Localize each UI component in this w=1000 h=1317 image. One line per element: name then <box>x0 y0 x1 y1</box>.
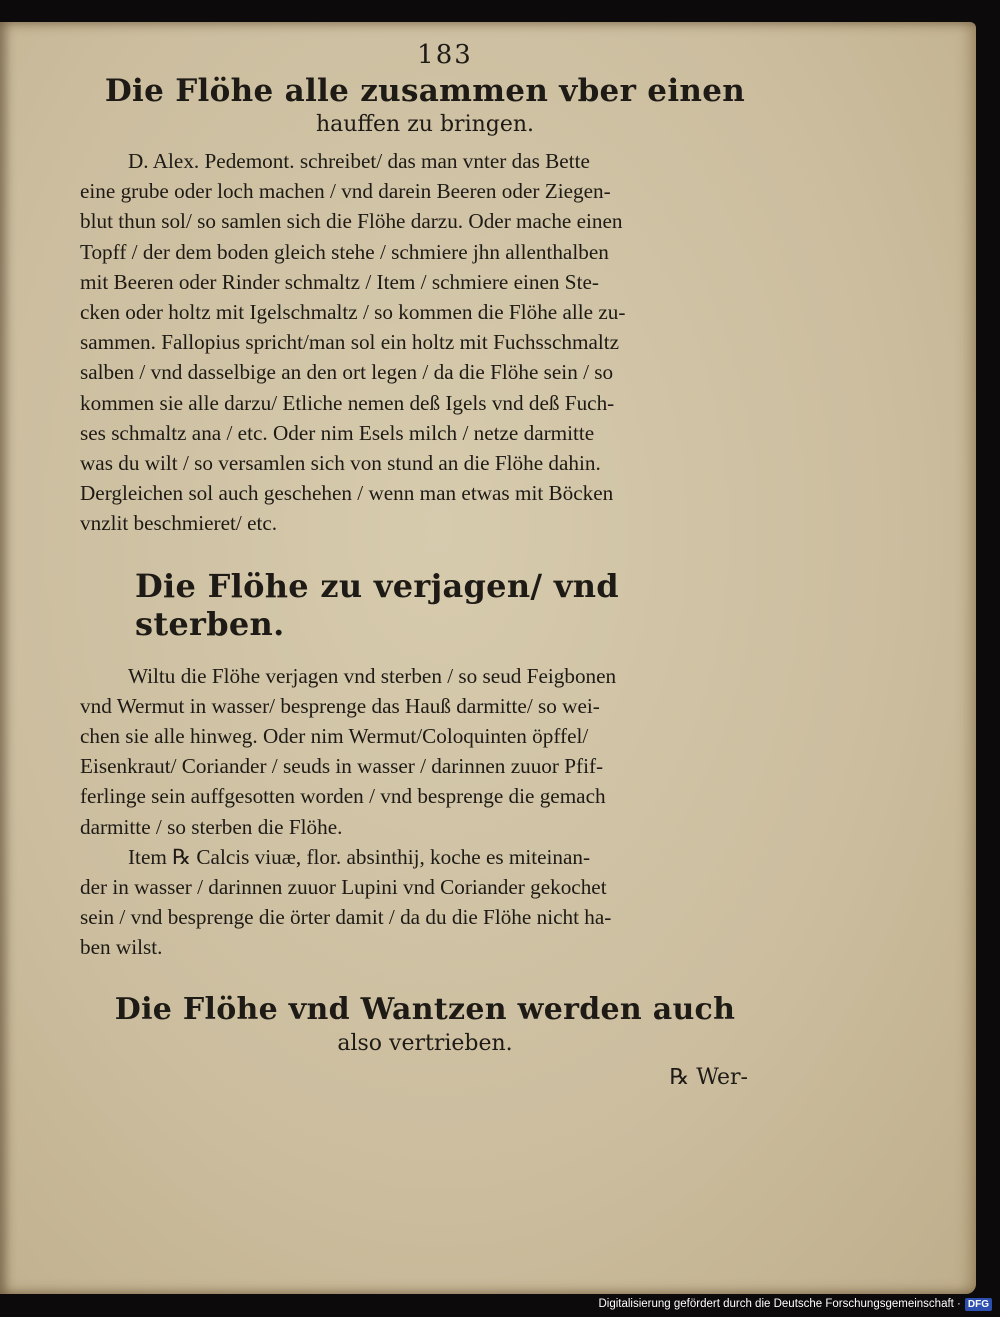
footer-credit-text: Digitalisierung gefördert durch die Deutsche Forschungsgemeinschaft · <box>598 1298 961 1310</box>
section-heading-1: Die Flöhe alle zusammen vber einen <box>104 73 746 109</box>
text-line: Topff / der dem boden gleich stehe / schmiere jhn allenthalben <box>80 239 609 264</box>
paragraph-1 <box>80 146 770 539</box>
text-line: Dergleichen sol auch geschehen / wenn man etwas mit Böcken <box>80 481 614 506</box>
text-line: ses schmaltz ana / etc. Oder nim Esels milch / netze darmitte <box>80 420 595 445</box>
text-line: salben / vnd dasselbige an den ort legen / da die Flöhe sein / so <box>80 360 614 385</box>
text-line: eine grube oder loch machen / vnd darein Beeren oder Ziegen- <box>80 179 611 204</box>
text-line: cken oder holtz mit Igelschmaltz / so kommen die Flöhe alle zu- <box>80 300 626 325</box>
catchword: ℞ Wer- <box>669 1064 748 1090</box>
text-line: Eisenkraut/ Coriander / seuds in wasser / darinnen zuuor Pfif- <box>80 754 604 779</box>
paragraph-2 <box>80 661 770 963</box>
text-line: vnzlit beschmieret/ etc. <box>80 511 278 536</box>
text-line: chen sie alle hinweg. Oder nim Wermut/Coloquinten öpffel/ <box>80 724 589 749</box>
text-line: mit Beeren oder Rinder schmaltz / Item / schmiere einen Ste- <box>80 269 599 294</box>
text-line: der in wasser / darinnen zuuor Lupini vnd Coriander gekochet <box>80 875 607 900</box>
text-line: sammen. Fallopius spricht/man sol ein holtz mit Fuchsschmaltz <box>80 330 620 355</box>
text-line: Item ℞ Calcis viuæ, flor. absinthij, koche es miteinan- <box>128 844 591 869</box>
text-line: blut thun sol/ so samlen sich die Flöhe darzu. Oder mache einen <box>80 209 623 234</box>
text-line: ferlinge sein auffgesotten worden / vnd besprenge die gemach <box>80 784 606 809</box>
text-line: ben wilst. <box>80 935 163 960</box>
section-heading-3: Die Flöhe vnd Wantzen werden auch <box>114 991 736 1027</box>
digitization-footer <box>598 1295 992 1313</box>
page-text-block <box>80 40 770 1090</box>
text-line: sein / vnd besprenge die örter damit / da du die Flöhe nicht ha- <box>80 905 612 930</box>
page-number: 183 <box>417 40 473 70</box>
text-line: was du wilt / so versamlen sich von stund an die Flöhe dahin. <box>80 451 601 476</box>
section-subheading-3: also vertrieben. <box>337 1030 513 1056</box>
text-line: Wiltu die Flöhe verjagen vnd sterben / so seud Feigbonen <box>128 663 617 688</box>
text-line: kommen sie alle darzu/ Etliche nemen deß Igels vnd deß Fuch- <box>80 390 615 415</box>
text-line: darmitte / so sterben die Flöhe. <box>80 814 343 839</box>
text-line: vnd Wermut in wasser/ besprenge das Hauß darmitte/ so wei- <box>80 693 600 718</box>
section-subheading-1: hauffen zu bringen. <box>315 112 535 137</box>
text-line: D. Alex. Pedemont. schreibet/ das man vnter das Bette <box>128 149 590 173</box>
section-heading-2: Die Flöhe zu verjagen/ vnd sterben. <box>135 566 619 643</box>
dfg-logo-icon: DFG <box>965 1298 992 1311</box>
